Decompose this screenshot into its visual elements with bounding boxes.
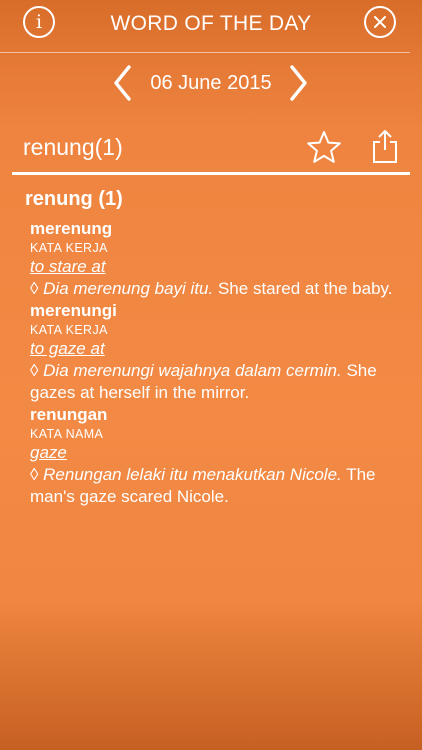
sense-lemma: renungan <box>30 405 108 424</box>
example-english: She stared at the baby. <box>217 279 393 298</box>
header-bar <box>0 0 422 52</box>
translation-link[interactable]: gaze <box>30 443 67 462</box>
example-malay: Renungan lelaki itu menakutkan Nicole. <box>43 465 342 484</box>
sense-item <box>30 404 400 508</box>
example-english: The man's gaze scared Nicole. <box>30 465 376 506</box>
example-marker: ◊ <box>30 465 39 484</box>
part-of-speech: KATA KERJA <box>30 323 108 337</box>
next-day-chevron-icon[interactable] <box>288 64 310 102</box>
favorite-star-icon[interactable] <box>306 130 342 164</box>
example-malay: Dia merenung bayi itu. <box>43 279 214 298</box>
word-title: renung(1) <box>23 134 123 160</box>
page-title: WORD OF THE DAY <box>110 12 312 35</box>
word-bar <box>0 124 422 170</box>
info-icon: i <box>35 10 43 33</box>
sense-item <box>30 218 400 300</box>
example-marker: ◊ <box>30 361 39 380</box>
sense-item <box>30 300 400 404</box>
current-date: 06 June 2015 <box>150 72 272 94</box>
example-sentence <box>30 360 400 404</box>
dictionary-entry <box>0 186 422 508</box>
date-navigator <box>0 62 422 106</box>
word-divider <box>12 172 410 175</box>
example-sentence <box>30 278 400 300</box>
example-english: She gazes at herself in the mirror. <box>30 361 377 402</box>
example-sentence <box>30 464 400 508</box>
close-icon <box>373 15 387 29</box>
example-malay: Dia merenungi wajahnya dalam cermin. <box>43 361 342 380</box>
sense-lemma: merenungi <box>30 301 117 320</box>
part-of-speech: KATA KERJA <box>30 241 108 255</box>
close-button[interactable] <box>364 6 396 38</box>
sense-lemma: merenung <box>30 219 113 238</box>
share-icon[interactable] <box>370 128 400 164</box>
part-of-speech: KATA NAMA <box>30 427 104 441</box>
example-marker: ◊ <box>30 279 39 298</box>
translation-link[interactable]: to gaze at <box>30 339 105 358</box>
translation-link[interactable]: to stare at <box>30 257 106 276</box>
entry-headword: renung (1) <box>25 188 123 210</box>
header-divider <box>0 52 410 53</box>
